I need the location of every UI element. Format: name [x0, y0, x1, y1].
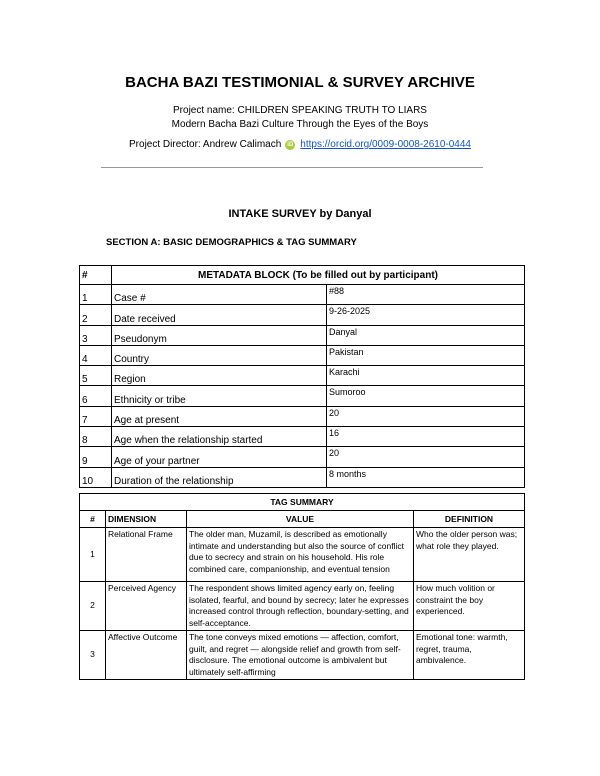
director-line — [0, 139, 600, 150]
metadata-row — [80, 285, 525, 305]
project-name: Project name: CHILDREN SPEAKING TRUTH TO LIARS — [173, 105, 427, 116]
metadata-row — [80, 325, 525, 345]
tag-row-dimension: Affective Outcome — [106, 631, 187, 680]
tag-value-header: VALUE — [187, 511, 414, 528]
tag-summary-table — [79, 493, 525, 680]
metadata-row-value: 9-26-2025 — [327, 305, 525, 325]
metadata-row-value: Danyal — [327, 325, 525, 345]
tag-row-dimension: Perceived Agency — [106, 582, 187, 631]
metadata-row-label: Date received — [112, 305, 327, 325]
metadata-row — [80, 305, 525, 325]
tag-row-value: The respondent shows limited agency early on, feeling isolated, fearful, and bound by secrecy; later he expresses increased control through reflection, boundary-setting, and self-acceptance. — [187, 582, 414, 631]
metadata-row-value: #88 — [327, 285, 525, 305]
orcid-link[interactable]: https://orcid.org/0009-0008-2610-0444 — [300, 139, 471, 150]
tag-row-value: The older man, Muzamil, is described as emotionally intimate and understanding but also the source of conflict due to secrecy and strain on his household. His role combined care, companionship, and eventual tension — [187, 528, 414, 582]
metadata-row — [80, 406, 525, 426]
metadata-row-label: Age of your partner — [112, 447, 327, 467]
tag-dimension-header: DIMENSION — [106, 511, 187, 528]
tag-row — [80, 528, 525, 582]
metadata-row — [80, 467, 525, 487]
tag-num-header: # — [80, 511, 106, 528]
metadata-row-value: Karachi — [327, 366, 525, 386]
metadata-row — [80, 366, 525, 386]
metadata-table — [79, 265, 525, 488]
tag-row-number: 2 — [80, 582, 106, 631]
metadata-row — [80, 386, 525, 406]
metadata-num-header: # — [80, 266, 112, 285]
page-title: BACHA BAZI TESTIMONIAL & SURVEY ARCHIVE — [125, 74, 475, 91]
orcid-icon[interactable]: iD — [287, 142, 294, 148]
metadata-row — [80, 447, 525, 467]
metadata-row-label: Ethnicity or tribe — [112, 386, 327, 406]
metadata-row-number: 10 — [80, 467, 112, 487]
metadata-row-number: 3 — [80, 325, 112, 345]
metadata-row-number: 5 — [80, 366, 112, 386]
metadata-title: METADATA BLOCK (To be filled out by participant) — [112, 266, 525, 285]
director-name: Project Director: Andrew Calimach — [129, 139, 282, 150]
metadata-row-value: Sumoroo — [327, 386, 525, 406]
metadata-row-value: 8 months — [327, 467, 525, 487]
metadata-row-label: Case # — [112, 285, 327, 305]
metadata-row-number: 8 — [80, 427, 112, 447]
metadata-row-number: 9 — [80, 447, 112, 467]
tag-row-value: The tone conveys mixed emotions — affection, comfort, guilt, and regret — alongside relief and growth from self-disclosure. The emotional outcome is ambivalent but ultimately self-affirming — [187, 631, 414, 680]
metadata-row-value: 16 — [327, 427, 525, 447]
survey-title: INTAKE SURVEY by Danyal — [228, 208, 372, 220]
metadata-row-number: 1 — [80, 285, 112, 305]
metadata-row-label: Pseudonym — [112, 325, 327, 345]
divider — [101, 167, 483, 168]
metadata-row-number: 4 — [80, 345, 112, 365]
tag-header-row — [80, 511, 525, 528]
metadata-row-value: 20 — [327, 406, 525, 426]
tag-definition-header: DEFINITION — [414, 511, 525, 528]
metadata-row-number: 2 — [80, 305, 112, 325]
tag-summary-title: TAG SUMMARY — [80, 494, 525, 511]
section-title: SECTION A: BASIC DEMOGRAPHICS & TAG SUMMARY — [106, 237, 357, 248]
tag-row-definition: How much volition or constraint the boy experienced. — [414, 582, 525, 631]
tag-row — [80, 631, 525, 680]
tag-row — [80, 582, 525, 631]
metadata-row-label: Country — [112, 345, 327, 365]
metadata-row-number: 7 — [80, 406, 112, 426]
tag-title-row — [80, 494, 525, 511]
metadata-row-label: Region — [112, 366, 327, 386]
metadata-row-value: Pakistan — [327, 345, 525, 365]
metadata-row-label: Duration of the relationship — [112, 467, 327, 487]
metadata-row-label: Age at present — [112, 406, 327, 426]
tag-row-dimension: Relational Frame — [106, 528, 187, 582]
tag-row-number: 1 — [80, 528, 106, 582]
tag-row-definition: Who the older person was; what role they played. — [414, 528, 525, 582]
metadata-header-row — [80, 266, 525, 285]
metadata-row-number: 6 — [80, 386, 112, 406]
metadata-row-value: 20 — [327, 447, 525, 467]
project-subtitle: Modern Bacha Bazi Culture Through the Eyes of the Boys — [171, 119, 429, 130]
metadata-row-label: Age when the relationship started — [112, 427, 327, 447]
metadata-row — [80, 427, 525, 447]
tag-row-number: 3 — [80, 631, 106, 680]
metadata-row — [80, 345, 525, 365]
tag-row-definition: Emotional tone: warmth, regret, trauma, ambivalence. — [414, 631, 525, 680]
